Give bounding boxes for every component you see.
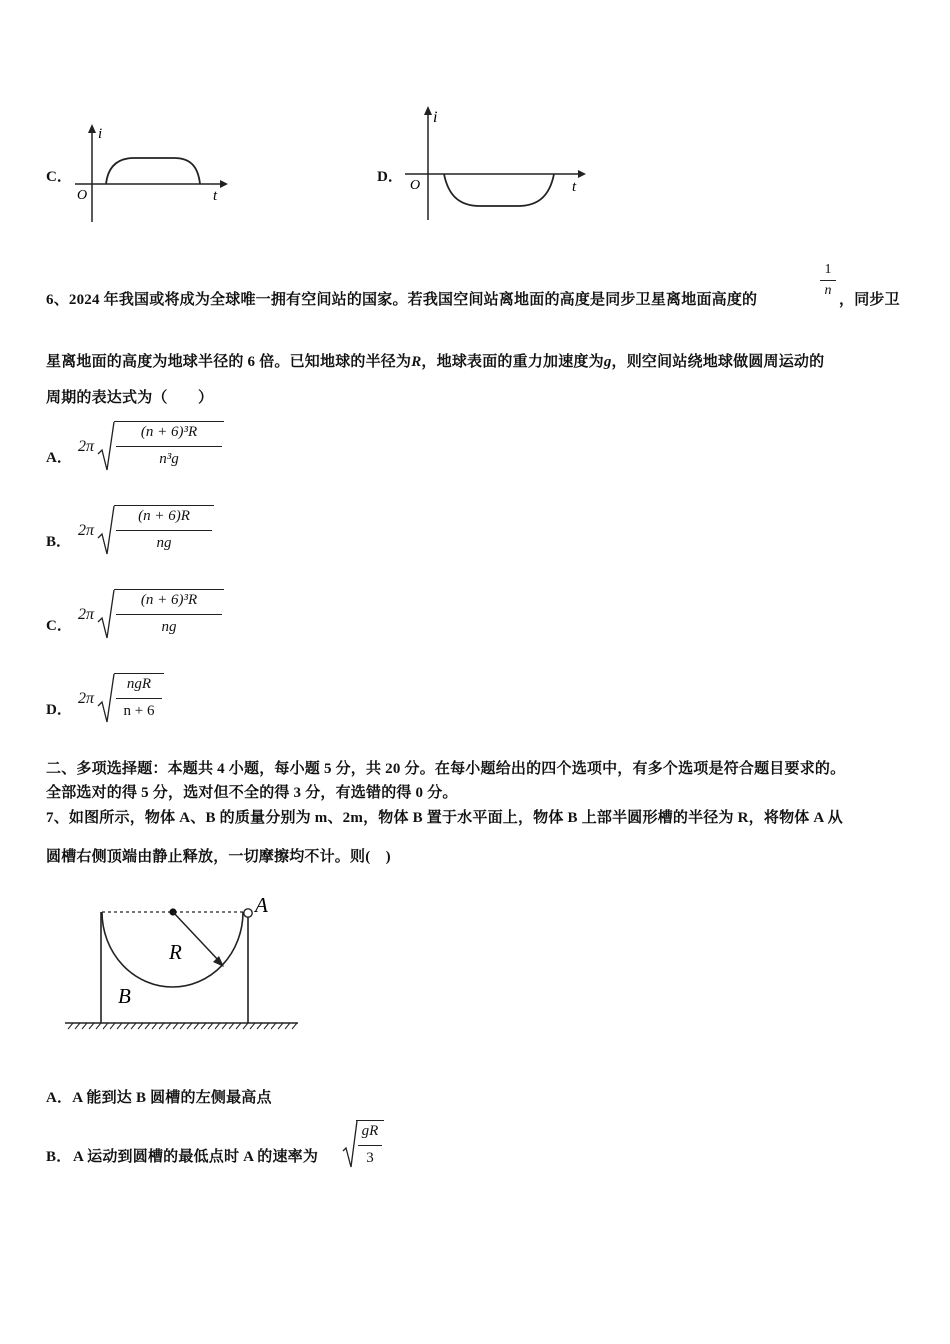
q6-frac-bar <box>820 280 836 281</box>
q7-line2: 圆槽右侧顶端由静止释放，一切摩擦均不计。则( ) <box>46 849 391 865</box>
q6-line1-end: ，同步卫 <box>839 292 900 308</box>
q7-opt-a: A．A 能到达 B 圆槽的左侧最高点 <box>46 1090 272 1106</box>
graph-d-origin: O <box>410 178 421 193</box>
graph-d-x-arrow <box>578 170 586 178</box>
q6-opt-b-label: B． <box>46 534 72 550</box>
option-d-label: D． <box>377 169 403 185</box>
section2-line1: 二、多项选择题：本题共 4 小题，每小题 5 分，共 20 分。在每小题给出的四个选项中，有多个选项是符合题目要求的。 <box>46 761 846 777</box>
q6-opt-d-label: D． <box>46 702 72 718</box>
q6-opt-b-vinculum <box>114 505 214 506</box>
option-c-label: C． <box>46 169 72 185</box>
figure-label-a: A <box>255 893 268 917</box>
section2-line2: 全部选对的得 5 分，选对但不全的得 3 分，有选错的得 0 分。 <box>46 785 458 801</box>
q7-opt-b-den: 3 <box>366 1150 374 1166</box>
radius-arrowhead <box>213 956 224 967</box>
q6-opt-c-num: (n + 6)³R <box>140 592 198 608</box>
q6-opt-c-vinculum <box>114 589 224 590</box>
graph-c-x-label: t <box>213 188 218 204</box>
q6-opt-a-den: n³g <box>159 451 179 467</box>
q6-fraction <box>820 262 836 299</box>
q6-line2-b: ，地球表面的重力加速度为 <box>421 354 604 370</box>
figure-label-b: B <box>118 984 131 1008</box>
object-a-circle <box>244 909 252 917</box>
graph-c-curve <box>106 158 200 184</box>
q7-opt-b-vinculum <box>356 1120 384 1121</box>
q6-opt-c-den: ng <box>161 619 177 635</box>
ground-hatching <box>68 1023 297 1029</box>
q6-opt-b-den: ng <box>156 535 172 551</box>
q6-opt-d-bar <box>116 698 162 699</box>
graph-d-curve <box>444 174 554 206</box>
q7-figure <box>60 890 305 1040</box>
q7-opt-b-bar <box>358 1145 382 1146</box>
q6-opt-d-den: n + 6 <box>123 703 155 719</box>
q6-opt-d-coef: 2π <box>78 690 95 707</box>
graph-c <box>70 118 240 228</box>
q6-line3: 周期的表达式为（ ） <box>46 390 214 406</box>
q6-line2-R: R <box>411 354 422 370</box>
q7-opt-b-text: A 运动到圆槽的最低点时 A 的速率为 <box>73 1149 319 1165</box>
graph-d-x-label: t <box>572 179 577 195</box>
q6-opt-a-vinculum <box>114 421 224 422</box>
q6-opt-a-num: (n + 6)³R <box>140 424 198 440</box>
q6-line2 <box>46 350 824 371</box>
q6-frac-num: 1 <box>824 262 832 277</box>
q6-opt-c-label: C． <box>46 618 72 634</box>
q6-opt-d-vinculum <box>114 673 164 674</box>
q6-opt-a-coef: 2π <box>78 438 95 455</box>
q6-opt-b-num: (n + 6)R <box>138 508 190 524</box>
q7-opt-b-num: gR <box>361 1123 379 1139</box>
q6-opt-b-radical <box>97 504 115 558</box>
q6-opt-d-num: ngR <box>126 676 152 692</box>
q6-opt-a-radical <box>97 420 115 474</box>
figure-label-r: R <box>169 940 182 964</box>
q6-line2-g: g <box>603 354 612 370</box>
graph-d-y-arrow <box>424 106 432 115</box>
q6-frac-den: n <box>824 283 832 298</box>
graph-c-x-arrow <box>220 180 228 188</box>
graph-d-y-label: i <box>433 109 438 126</box>
q6-line2-c: ，则空间站绕地球做圆周运动的 <box>611 354 825 370</box>
q6-opt-a-bar <box>116 446 222 447</box>
q6-opt-c-coef: 2π <box>78 606 95 623</box>
q6-opt-b-bar <box>116 530 212 531</box>
q7-opt-b-label: B． <box>46 1149 72 1165</box>
q6-opt-b-coef: 2π <box>78 522 95 539</box>
q6-line1: 6、2024 年我国或将成为全球唯一拥有空间站的国家。若我国空间站离地面的高度是同步卫星离地面高度的 <box>46 292 758 308</box>
graph-d <box>400 102 600 227</box>
graph-c-origin: O <box>77 188 88 203</box>
q6-opt-c-bar <box>116 614 222 615</box>
q6-opt-c-radical <box>97 588 115 642</box>
q6-opt-a-label: A． <box>46 450 72 466</box>
graph-c-y-arrow <box>88 124 96 133</box>
q6-opt-d-radical <box>97 672 115 726</box>
q6-line2-a: 星离地面的高度为地球半径的 6 倍。已知地球的半径为 <box>46 354 412 370</box>
q7-line1: 7、如图所示，物体 A、B 的质量分别为 m、2m，物体 B 置于水平面上，物体 B 上部半圆形槽的半径为 R，将物体 A 从 <box>46 810 843 826</box>
graph-c-y-label: i <box>98 126 103 142</box>
